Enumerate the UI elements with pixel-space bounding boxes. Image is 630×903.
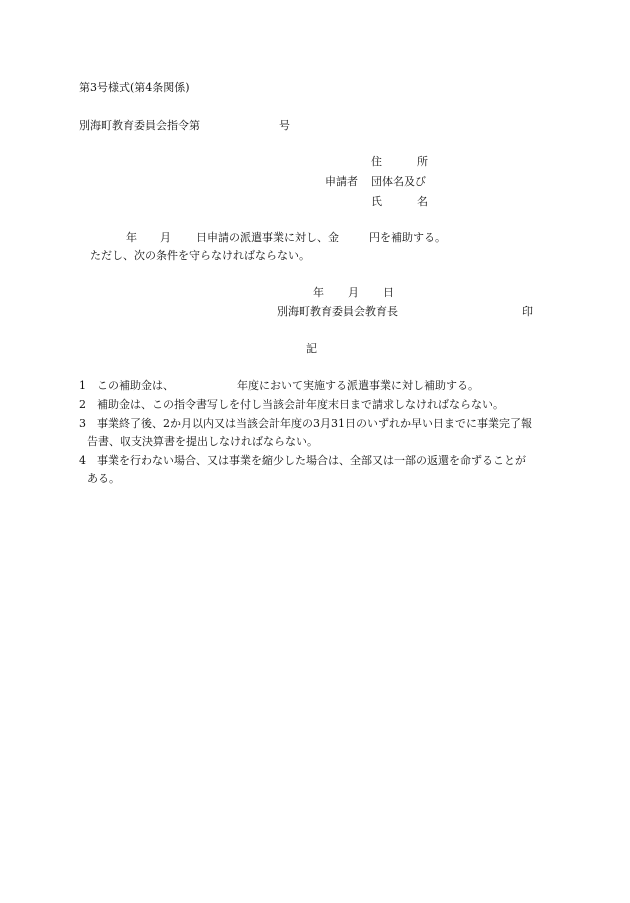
body-year: 年 (126, 231, 137, 244)
applicant-address-label-a: 住 (371, 155, 382, 168)
issue-date-year: 年 (313, 286, 324, 299)
ki-heading: 記 (306, 342, 317, 355)
applicant-name-label-b: 名 (417, 195, 428, 208)
condition-1-number: 1 (79, 379, 86, 392)
applicant-label: 申請者 (325, 175, 358, 188)
condition-1-text-b: 年度において実施する派遣事業に対し補助する。 (237, 379, 479, 392)
condition-4-continuation: ある。 (87, 472, 120, 485)
condition-3-text: 事業終了後、2か月以内又は当該会計年度の3月31日のいずれか早い日までに事業完了報 (97, 417, 532, 430)
form-title: 第3号様式(第4条関係) (79, 81, 190, 94)
directive-suffix: 号 (279, 119, 290, 132)
issuer-seal: 印 (522, 305, 533, 318)
condition-4-text: 事業を行わない場合、又は事業を縮少した場合は、全部又は一部の返還を命ずることが (97, 454, 526, 467)
condition-1-text-a: この補助金は、 (97, 379, 174, 392)
body-month: 月 (160, 231, 171, 244)
body-sentence-2: 円を補助する。 (369, 231, 446, 244)
condition-2-number: 2 (79, 398, 86, 411)
condition-3-number: 3 (79, 417, 86, 430)
condition-4-number: 4 (79, 454, 86, 467)
applicant-address-label-b: 所 (417, 155, 428, 168)
condition-2-text: 補助金は、この指令書写しを付し当該会計年度末日まで請求しなければならない。 (97, 398, 504, 411)
applicant-name-label-a: 氏 (371, 195, 382, 208)
applicant-org-name-label: 団体名及び (371, 175, 426, 188)
condition-3-continuation: 告書、収支決算書を提出しなければならない。 (87, 435, 318, 448)
issuer-title: 別海町教育委員会教育長 (277, 305, 398, 318)
issue-date-day: 日 (383, 286, 394, 299)
issue-date-month: 月 (348, 286, 359, 299)
directive-prefix: 別海町教育委員会指令第 (79, 119, 200, 132)
body-sentence-1: 日申請の派遣事業に対し、金 (196, 231, 339, 244)
body-line-2: ただし、次の条件を守らなければならない。 (90, 249, 310, 262)
